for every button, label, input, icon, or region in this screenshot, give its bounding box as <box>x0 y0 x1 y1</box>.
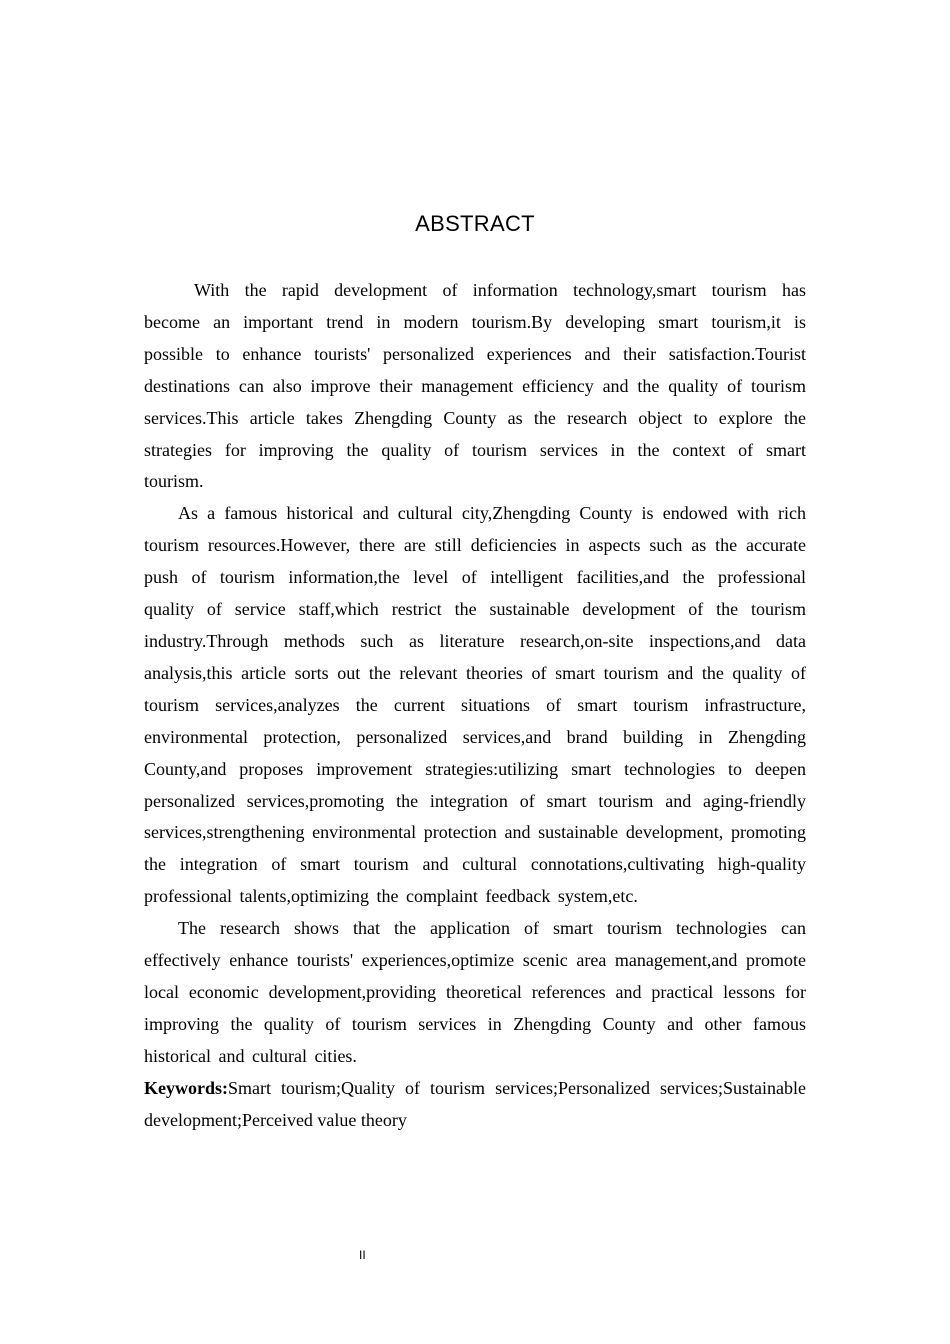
keywords-text: Smart tourism;Quality of tourism services;Personalized services;Sustainable development;Perceived value theory <box>144 1077 806 1130</box>
abstract-title: ABSTRACT <box>415 211 535 236</box>
keywords-line <box>144 1073 806 1137</box>
abstract-paragraph-2: As a famous historical and cultural city,Zhengding County is endowed with rich tourism resources.However, there are still deficiencies in aspects such as the accurate push of tourism information,the level of intelligent facilities,and the professional quality of service staff,which restrict the sustainable development of the tourism industry.Through methods such as literature research,on-site inspections,and data analysis,this article sorts out the relevant theories of smart tourism and the quality of tourism services,analyzes the current situations of smart tourism infrastructure, environmental protection, personalized services,and brand building in Zhengding County,and proposes improvement strategies:utilizing smart technologies to deepen personalized services,promoting the integration of smart tourism and aging-friendly services,strengthening environmental protection and sustainable development, promoting the integration of smart tourism and cultural connotations,cultivating high-quality professional talents,optimizing the complaint feedback system,etc. <box>144 503 806 907</box>
keywords-label: Keywords: <box>144 1077 228 1098</box>
abstract-paragraph-1: With the rapid development of information technology,smart tourism has become an important trend in modern tourism.By developing smart tourism,it is possible to enhance tourists' personalized experiences and their satisfaction.Tourist destinations can also improve their management efficiency and the quality of tourism services.This article takes Zhengding County as the research object to explore the strategies for improving the quality of tourism services in the context of smart tourism. <box>144 280 806 492</box>
page-number: II <box>359 1248 366 1262</box>
abstract-paragraph-3: The research shows that the application of smart tourism technologies can effectively enhance tourists' experiences,optimize scenic area management,and promote local economic development,providing theoretical references and practical lessons for improving the quality of tourism services in Zhengding County and other famous historical and cultural cities. <box>144 918 806 1066</box>
abstract-body <box>144 275 806 1136</box>
